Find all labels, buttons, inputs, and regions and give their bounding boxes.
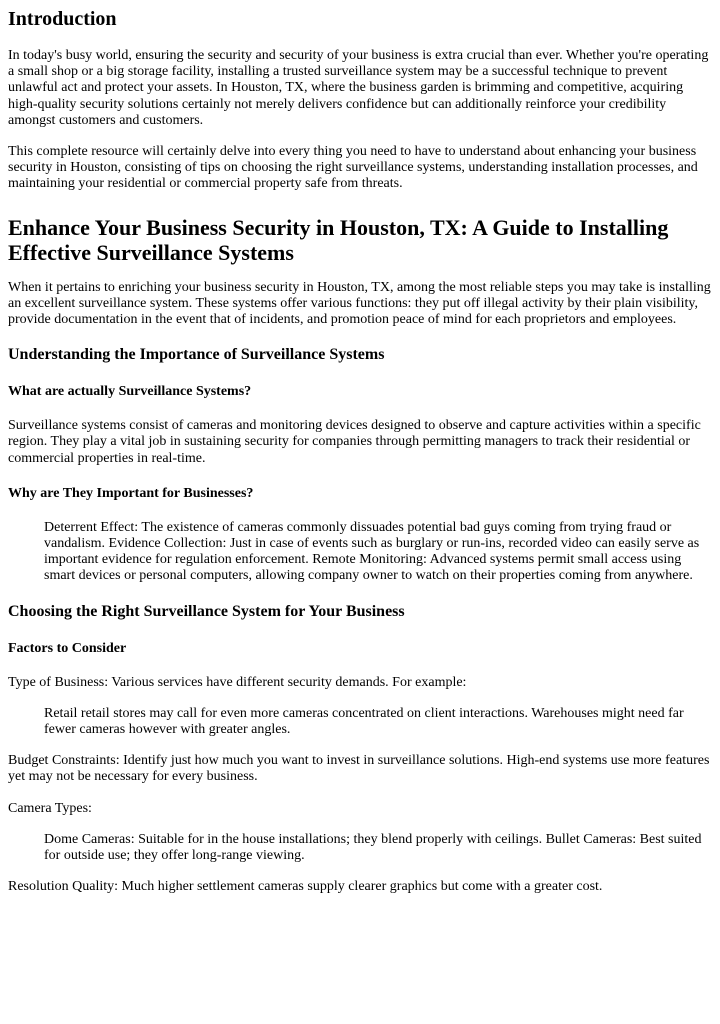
intro-paragraph-1: In today's busy world, ensuring the security and security of your business is extra crucial than ever. Whether you're operating a small shop or a big storage facility, installing a trusted surveillance system may be a successful technique to prevent unlawful act and protect your assets. In Houston, TX, where the business garden is brimming and competitive, acquiring high-quality security solutions certainly not merely delivers confidence but can additionally reinforce your credibility amongst customers and customers.	[8, 48, 709, 128]
why-heading: Why are They Important for Businesses?	[8, 485, 254, 501]
guide-paragraph: When it pertains to enriching your business security in Houston, TX, among the most reliable steps you may take is installing an excellent surveillance system. These systems offer various functions: they put off illegal activity by their plain visibility, provide documentation in the event that of incidents, and promotion peace of mind for each proprietors and employees.	[8, 279, 711, 328]
resolution-paragraph: Resolution Quality: Much higher settlement cameras supply clearer graphics but come with a greater cost.	[8, 879, 603, 895]
camera-types-quote: Dome Cameras: Suitable for in the house installations; they blend properly with ceilings. Bullet Cameras: Best suited for outside use; they offer long-range viewing.	[44, 831, 702, 864]
what-paragraph: Surveillance systems consist of cameras and monitoring devices designed to observe and capture activities within a specific region. They play a vital job in sustaining security for companies through permitting managers to track their residential or commercial properties in real-time.	[8, 418, 701, 466]
what-heading: What are actually Surveillance Systems?	[8, 384, 252, 400]
type-paragraph: Type of Business: Various services have different security demands. For example:	[8, 674, 467, 690]
camera-types-paragraph: Camera Types:	[8, 800, 92, 816]
intro-heading: Introduction	[8, 8, 117, 30]
importance-heading: Understanding the Importance of Surveillance Systems	[8, 346, 385, 364]
article	[0, 7, 720, 895]
guide-title: Enhance Your Business Security in Houston, TX: A Guide to Installing Effective Surveillance Systems	[8, 214, 669, 265]
factors-heading: Factors to Consider	[8, 640, 127, 656]
why-quote: Deterrent Effect: The existence of cameras commonly dissuades potential bad guys coming from trying fraud or vandalism. Evidence Collection: Just in case of events such as burglary or run-ins, recorded video can easily serve as important evidence for regulation enforcement. Remote Monitoring: Advanced systems permit small access using smart devices or personal computers, allowing company owner to watch on their properties coming from anywhere.	[44, 519, 700, 584]
type-quote: Retail retail stores may call for even more cameras concentrated on client interactions. Warehouses might need far fewer cameras however with greater angles.	[44, 705, 684, 738]
choosing-heading: Choosing the Right Surveillance System for Your Business	[8, 602, 405, 620]
budget-paragraph: Budget Constraints: Identify just how much you want to invest in surveillance solutions. High-end systems use more features yet may not be necessary for every business.	[8, 753, 710, 785]
intro-paragraph-2: This complete resource will certainly delve into every thing you need to have to understand about enhancing your business security in Houston, consisting of tips on choosing the right surveillance systems, understanding installation processes, and maintaining your residential or commercial property safe from threats.	[8, 144, 698, 192]
